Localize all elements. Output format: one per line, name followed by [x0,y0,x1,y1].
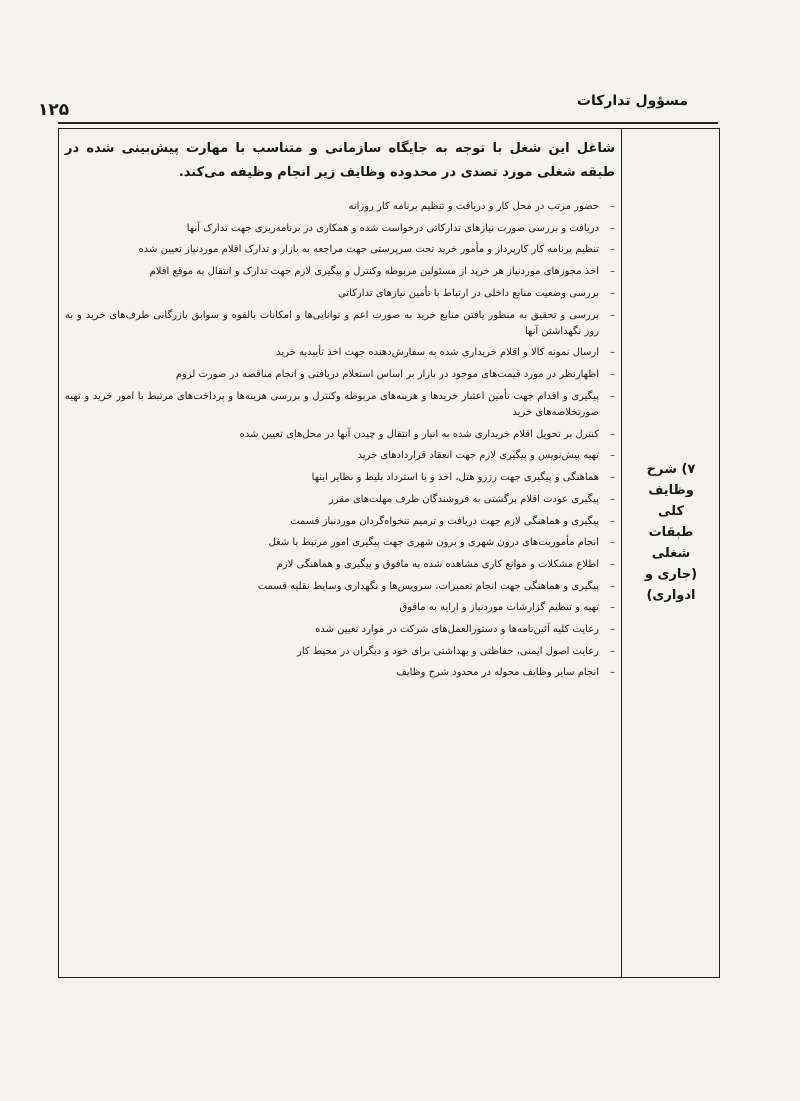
list-item [65,367,617,383]
dash-bullet: – [610,645,615,657]
duty-text: اخذ مجوزهای موردنیاز هر خرید از مسئولین مربوطه وکنترل و پیگیری لازم جهت تدارک و انتقال به موقع اقلام [149,266,599,278]
dash-bullet: – [610,515,615,527]
dash-bullet: – [610,493,615,505]
list-item [65,470,617,486]
list-item [65,242,617,258]
dash-bullet: – [610,428,615,440]
list-item [65,221,617,237]
dash-bullet: – [610,580,615,592]
dash-bullet: – [610,266,615,278]
section-label-line: وظایف [648,483,694,498]
dash-bullet: – [610,201,615,212]
section-label-line: شغلی [651,546,691,561]
duty-text: تنظیم برنامه کار کارپرداز و مأمور خرید تحت سرپرستی جهت مراجعه به بازار و تدارک اقلام موردنیاز تعیین شده [138,244,599,256]
list-item [65,514,617,530]
list-item [65,600,617,616]
dash-bullet: – [610,222,615,234]
dash-bullet: – [610,390,615,402]
list-item [65,492,617,508]
duty-text: کنترل بر تحویل اقلام خریداری شده به انبار و انتقال و چیدن آنها در محل‌های تعیین شده [239,428,599,440]
section-label-line: ۷) شرح [646,462,696,477]
list-item [65,665,617,681]
dash-bullet: – [610,287,615,299]
duty-text: رعایت کلیه آئین‌نامه‌ها و دستورالعمل‌های شرکت در موارد تعیین شده [315,624,599,636]
duty-text: انجام مأموریت‌های درون شهری و برون شهری جهت پیگیری امور مرتبط با شغل [268,537,599,549]
dash-bullet: – [610,309,615,321]
dash-bullet: – [610,667,615,679]
section-label-line: کلی [657,504,685,519]
section-label [627,459,715,606]
duty-text: دریافت و بررسی صورت نیازهای تدارکاتی درخواست شده و همکاری در برنامه‌ریزی جهت تدارک آنها [186,222,599,234]
duty-text: هماهنگی و پیگیری جهت رزرو هتل، اخذ و یا استرداد بلیط و نظایر اینها [311,472,599,484]
duty-text: پیگیری و هماهنگی جهت انجام تعمیرات، سرویس‌ها و نگهداری وسایط نقلیه قسمت [257,580,599,592]
duty-text: رعایت اصول ایمنی، حفاظتی و بهداشتی برای خود و دیگران در محیط کار [297,645,599,657]
dash-bullet: – [610,558,615,570]
duty-text: بررسی وضعیت منابع داخلی در ارتباط با تأمین نیازهای تدارکاتی [337,287,599,299]
duty-text: پیگیری عودت اقلام برگشتی به فروشندگان ظرف مهلت‌های مقرر [328,493,599,505]
list-item [65,448,617,464]
duty-text: انجام سایر وظایف محوله در محدود شرح وظایف [396,667,599,679]
dash-bullet: – [610,472,615,484]
dash-bullet: – [610,624,615,636]
dash-bullet: – [610,602,615,614]
list-item [65,389,617,421]
duty-text: بررسی و تحقیق به منظور یافتن منابع خرید به صورت اعم و توانایی‌ها و امکانات بالقوه و سوابق بازرگانی طرف‌های خرید و به روز نگهداشتن آنها [65,309,599,337]
list-item [65,286,617,302]
dash-bullet: – [610,450,615,462]
page-header-title: مسؤول تدارکات [576,93,688,109]
page-number: ۱۲۵ [38,100,70,120]
duties-content [65,137,617,687]
duty-text: تهیه و تنظیم گزارشات موردنیاز و ارایه به مافوق [399,602,599,614]
dash-bullet: – [610,347,615,359]
section-label-line: ادواری) [646,588,696,603]
list-item [65,557,617,573]
list-item [65,535,617,551]
duty-text: اظهارنظر در مورد قیمت‌های موجود در بازار بر اساس استعلام دریافتی و انجام مناقصه در صورت لزوم [175,369,599,381]
dash-bullet: – [610,369,615,381]
duty-text: تهیه پیش‌نویس و پیگیری لازم جهت انعقاد قراردادهای خرید [357,450,599,462]
dash-bullet: – [610,244,615,256]
list-item [65,264,617,280]
duty-text: حضور مرتب در محل کار و دریافت و تنظیم برنامه کار روزانه [348,201,599,212]
intro-paragraph: شاغل این شغل با توجه به جایگاه سازمانی و متناسب با مهارت پیش‌بینی شده در طبقه شغلی مورد تصدی در محدوده وظایف زیر انجام وظیفه می‌کند. [65,141,615,180]
duties-table [58,128,720,978]
list-item [65,622,617,638]
list-item [65,308,617,340]
duty-text: اطلاع مشکلات و موانع کاری مشاهده شده به مافوق و پیگیری و هماهنگی لازم [276,558,599,570]
duty-text: ارسال نمونه کالا و اقلام خریداری شده به سفارش‌دهنده جهت اخذ تأییدیه خرید [276,347,599,359]
list-item [65,199,617,215]
dash-bullet: – [610,537,615,549]
duties-list [65,199,617,682]
list-item [65,644,617,660]
duty-text: پیگیری و هماهنگی لازم جهت دریافت و ترمیم تنخواه‌گردان موردنیاز قسمت [290,515,599,527]
header-rule [58,122,718,124]
list-item [65,345,617,361]
section-label-line: طبقات [648,525,694,540]
duty-text: پیگیری و اقدام جهت تأمین اعتبار خریدها و هزینه‌های مربوطه وکنترل و بررسی هزینه‌ها و پرداخت‌های مرتبط با امور خرید و تهیه صورتخلاصه‌های خرید [65,390,599,419]
section-label-line: (جاری و [644,567,698,582]
list-item [65,579,617,595]
list-item [65,427,617,443]
column-divider [621,129,622,977]
